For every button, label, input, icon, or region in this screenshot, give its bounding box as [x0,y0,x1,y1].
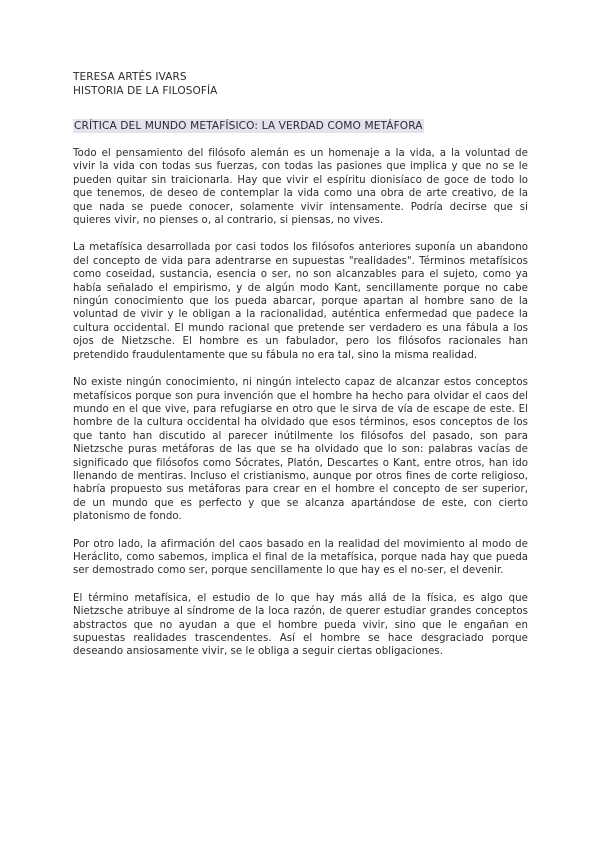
paragraph-1: Todo el pensamiento del filósofo alemán es un homenaje a la vida, a la voluntad de vivir la vida con todas sus fuerzas, con todas las pasiones que implica y que no se le pueden quitar sin traicionarla. Hay que vivir el espíritu dionisíaco de goce de todo lo que tenemos, de deseo de contemplar la vida como una obra de arte creativo, de la que nada se puede conocer, solamente vivir intensamente. Podría decirse que si quieres vivir, no pienses o, al contrario, si piensas, no vives. [73,148,528,227]
document-title: CRÍTICA DEL MUNDO METAFÍSICO: LA VERDAD COMO METÁFORA [74,120,423,132]
paragraph-3: No existe ningún conocimiento, ni ningún intelecto capaz de alcanzar estos conceptos metafísicos porque son pura invención que el hombre ha hecho para olvidar el caos del mundo en el que vive, para refugiarse en otro que le sirva de vía de escape de este. El hombre de la cultura occidental ha olvidado que esos términos, esos conceptos de los que tanto han discutido al parecer inútilmente los filósofos del pasado, son para Nietzsche puras metáforas de las que se ha olvidado que lo son: palabras vacías de significado que filósofos como Sócrates, Platón, Descartes o Kant, entre otros, han ido llenando de mentiras. Incluso el cristianismo, aunque por otros fines de corte religioso, habría propuesto sus metáforas para crear en el hombre el concepto de ser superior, de un mundo que es perfecto y que se alcanza apartándose de este, con cierto platonismo de fondo. [73,377,528,523]
subject-name: HISTORIA DE LA FILOSOFÍA [73,85,218,97]
title-wrap [73,114,528,133]
author-name: TERESA ARTÉS IVARS [73,71,187,83]
paragraph-2: La metafísica desarrollada por casi todos los filósofos anteriores suponía un abandono del concepto de vida para adentrarse en supuestas "realidades". Términos metafísicos como coseidad, sustancia, esencia o ser, no son alcanzables para el sujeto, como ya había señalado el empirismo, y de algún modo Kant, sencillamente porque no cabe ningún conocimiento que los pueda abarcar, porque apartan al hombre sano de la voluntad de vivir y le obligan a la racionalidad, auténtica enfermedad que padece la cultura occidental. El mundo racional que pretende ser verdadero es una fábula a los ojos de Nietzsche. El hombre es un fabulador, pero los filósofos racionales han pretendido fraudulentamente que su fábula no era tal, sino la misma realidad. [73,242,528,361]
paragraph-5: El término metafísica, el estudio de lo que hay más allá de la física, es algo que Nietzsche atribuye al síndrome de la loca razón, de querer estudiar grandes conceptos abstractos que no ayudan a que el hombre pueda vivir, sino que le engañan en supuestas realidades trascendentes. Así el hombre se hace desgraciado porque deseando ansiosamente vivir, se le obliga a seguir ciertas obligaciones. [73,592,528,658]
paragraph-4: Por otro lado, la afirmación del caos basado en la realidad del movimiento al modo de Heráclito, como sabemos, implica el final de la metafísica, porque nada hay que pueda ser demostrado como ser, porque sencillamente lo que hay es el no-ser, el devenir. [73,538,528,577]
